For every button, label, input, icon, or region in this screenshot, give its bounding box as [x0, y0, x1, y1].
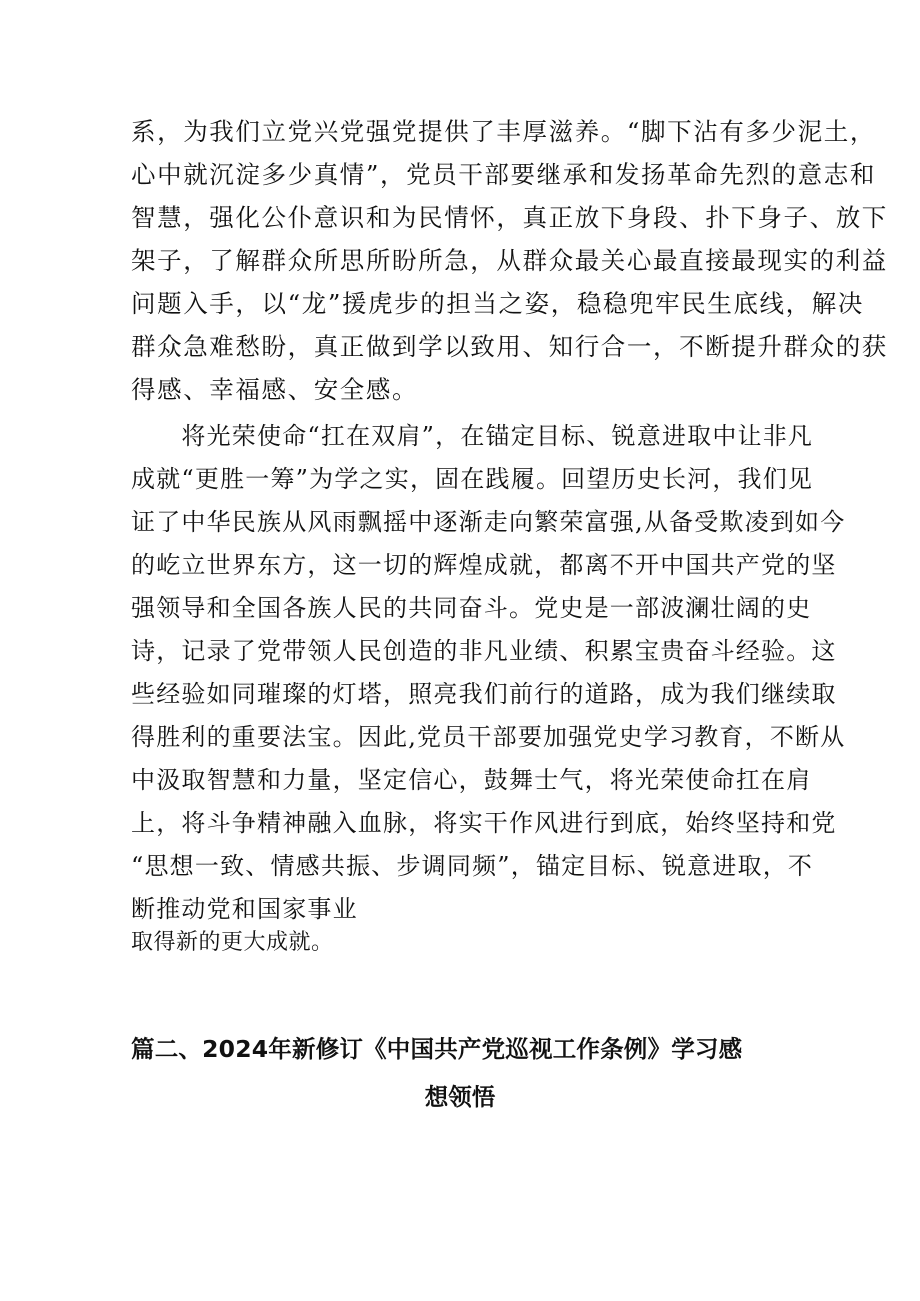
paragraph2-last-line: 取得新的更大成就。: [131, 930, 334, 955]
paragraph1-line: 问题入手，以“龙”援虎步的担当之姿，稳稳兜牢民生底线，解决: [131, 289, 864, 318]
paragraph2-line: 成就“更胜一筹”为学之实，固在践履。回望历史长河，我们见: [131, 465, 814, 493]
paragraph2-line: 诗，记录了党带领人民创造的非凡业绩、积累宝贵奋斗经验。这: [131, 637, 837, 665]
paragraph2-line: 上，将斗争精神融入血脉，将实干作风进行到底，始终坚持和党: [131, 809, 837, 837]
paragraph2-line: 些经验如同璀璨的灯塔，照亮我们前行的道路，成为我们继续取: [131, 680, 837, 708]
paragraph2-line: 证了中华民族从风雨飘摇中逐渐走向繁荣富强,从备受欺凌到如今: [131, 508, 846, 536]
paragraph2-line: 的屹立世界东方，这一切的辉煌成就，都离不开中国共产党的坚: [131, 551, 837, 579]
paragraph2-line: 得胜利的重要法宝。因此,党员干部要加强党史学习教育，不断从: [131, 723, 846, 751]
section-heading: 篇二、2024年新修订《中国共产党巡视工作条例》学习感: [131, 1035, 743, 1063]
paragraph1-line: 群众急难愁盼，真正做到学以致用、知行合一，不断提升群众的获: [131, 332, 888, 361]
paragraph2-line: 强领导和全国各族人民的共同奋斗。党史是一部波澜壮阔的史: [131, 594, 812, 622]
paragraph2-line: 断推动党和国家事业: [131, 895, 358, 923]
section-heading-continuation: 想领悟: [424, 1083, 496, 1111]
paragraph2-line: “思想一致、情感共振、步调同频”，锚定目标、锐意进取，不: [131, 852, 814, 880]
paragraph2-line: 中汲取智慧和力量，坚定信心，鼓舞士气，将光荣使命扛在肩: [131, 766, 812, 794]
paragraph1-line: 心中就沉淀多少真情”，党员干部要继承和发扬革命先烈的意志和: [131, 160, 876, 189]
paragraph1-line: 得感、幸福感、安全感。: [131, 375, 419, 404]
paragraph1-line: 智慧，强化公仆意识和为民情怀，真正放下身段、扑下身子、放下: [131, 203, 888, 232]
paragraph2-line: 将光荣使命“扛在双肩”，在锚定目标、锐意进取中让非凡: [131, 422, 814, 450]
paragraph1-line: 架子，了解群众所思所盼所急，从群众最关心最直接最现实的利益: [131, 246, 888, 275]
paragraph1-line: 系，为我们立党兴党强党提供了丰厚滋养。“脚下沾有多少泥土，: [131, 117, 876, 146]
